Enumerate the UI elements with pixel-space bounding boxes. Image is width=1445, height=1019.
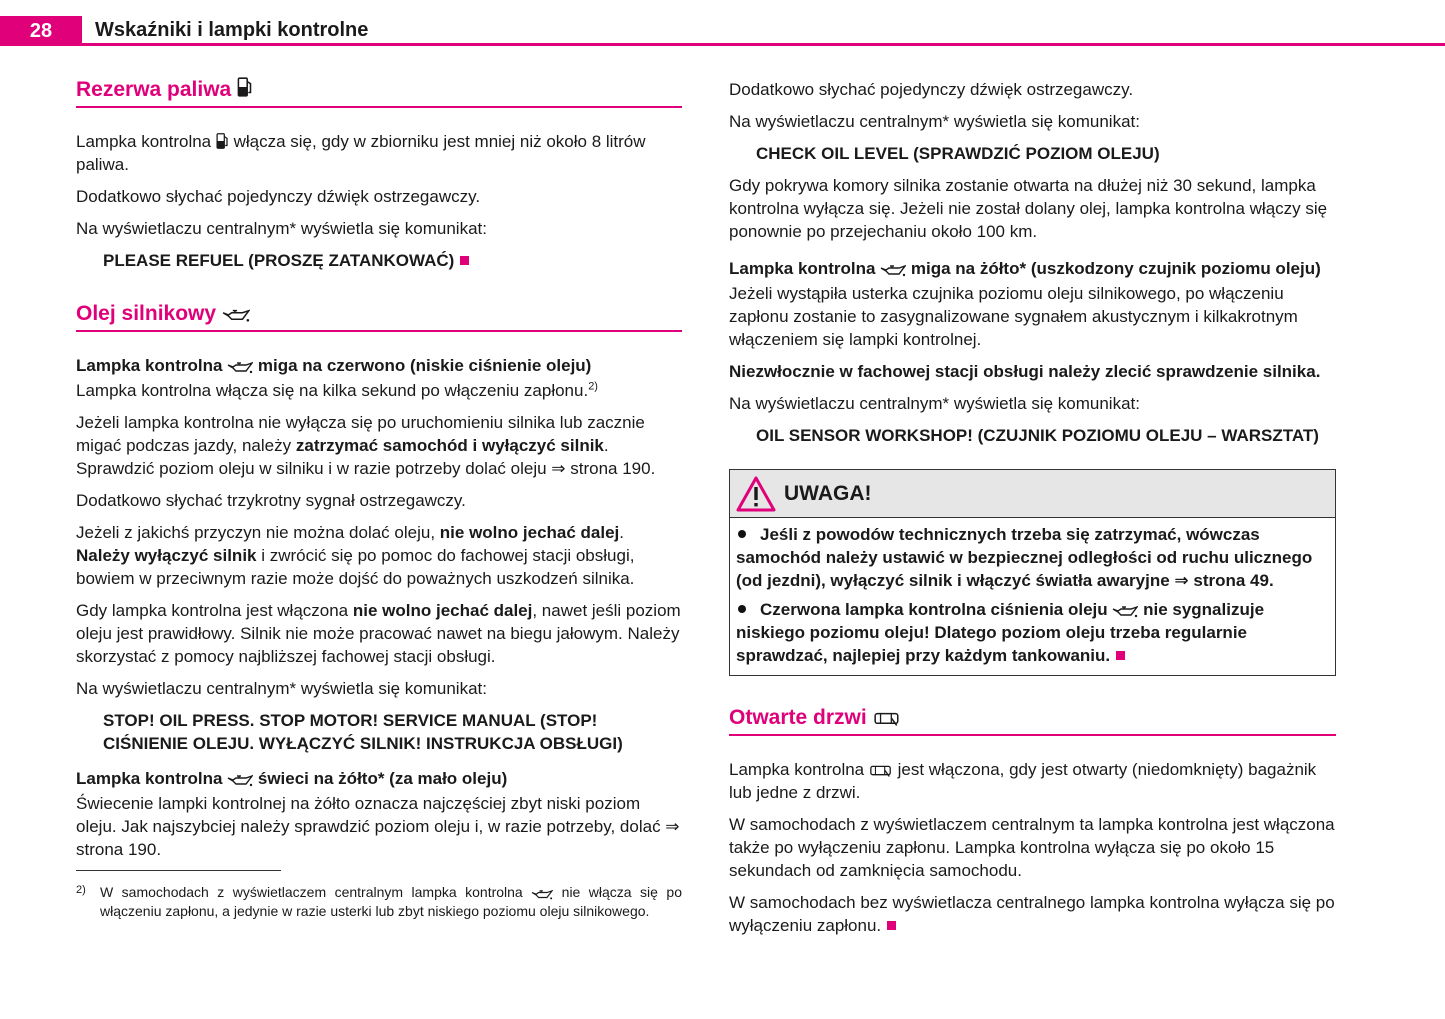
footnote-rule bbox=[76, 870, 281, 871]
subheading: Lampka kontrolna miga na żółto* (uszkodzony czujnik poziomu oleju) bbox=[729, 259, 1321, 278]
doors-paragraph: W samochodach z wyświetlaczem centralnym ta lampka kontrolna jest włączona także po wyłączeniu zapłonu. Lampka kontrolna wyłącza się po około 15 sekundach od zamknięcia samochodu. bbox=[729, 815, 1335, 880]
footnote-mark: 2) bbox=[76, 884, 86, 896]
oil-can-icon bbox=[227, 775, 253, 787]
warning-triangle-icon bbox=[736, 476, 776, 512]
left-column bbox=[76, 76, 682, 921]
oil-paragraph: Dodatkowo słychać trzykrotny sygnał ostrzegawczy. bbox=[76, 491, 466, 510]
fuel-pump-icon bbox=[237, 76, 253, 98]
paragraph: Gdy pokrywa komory silnika zostanie otwarta na dłużej niż 30 sekund, lampka kontrolna wyłącza się. Jeżeli nie został dolany olej, lampka kontrolna włączy się ponownie po przejechaniu około 100 km. bbox=[729, 176, 1328, 241]
page-number: 28 bbox=[0, 16, 82, 46]
fuel-paragraph: Na wyświetlaczu centralnym* wyświetla się komunikat: bbox=[76, 219, 487, 238]
subheading: Lampka kontrolna miga na czerwono (niskie ciśnienie oleju) bbox=[76, 356, 592, 375]
header-rule bbox=[82, 43, 1445, 46]
oil-can-icon bbox=[531, 890, 553, 900]
oil-can-icon bbox=[1112, 606, 1138, 618]
paragraph: Dodatkowo słychać pojedynczy dźwięk ostrzegawczy. bbox=[729, 80, 1134, 99]
section-title-oil: Olej silnikowy bbox=[76, 300, 682, 332]
oil-paragraph: Jeżeli lampka kontrolna nie wyłącza się po uruchomieniu silnika lub zacznie migać podczas jazdy, należy zatrzymać samochód i wyłączyć silnik. Sprawdzić poziom oleju w silniku i w razie potrzeby dolać oleju ⇒ strona 190. bbox=[76, 413, 656, 478]
bullet-icon bbox=[738, 530, 746, 538]
display-message: STOP! OIL PRESS. STOP MOTOR! SERVICE MANUAL (STOP! CIŚNIENIE OLEJU. WYŁĄCZYĆ SILNIK! INSTRUKCJA OBSŁUGI) bbox=[103, 711, 623, 753]
oil-can-icon bbox=[880, 265, 906, 277]
oil-can-icon bbox=[222, 309, 250, 323]
section-title-fuel: Rezerwa paliwa bbox=[76, 76, 682, 108]
fuel-paragraph: Lampka kontrolna włącza się, gdy w zbiorniku jest mniej niż około 8 litrów paliwa. bbox=[76, 132, 646, 174]
end-square-icon bbox=[460, 256, 469, 265]
paragraph: Na wyświetlaczu centralnym* wyświetla się komunikat: bbox=[729, 112, 1140, 131]
display-message: CHECK OIL LEVEL (SPRAWDZIĆ POZIOM OLEJU) bbox=[756, 144, 1160, 163]
footnote: 2) W samochodach z wyświetlaczem centralnym lampka kontrolna nie włącza się po włączeniu zapłonu, a jedynie w razie usterki lub zbyt niskiego poziomu oleju silnikowego. bbox=[76, 884, 682, 919]
oil-paragraph: Świecenie lampki kontrolnej na żółto oznacza najczęściej zbyt niski poziom oleju. Jak najszybciej należy sprawdzić poziom oleju i, w razie potrzeby, dolać ⇒ strona 190. bbox=[76, 794, 680, 859]
footnote-ref[interactable]: 2) bbox=[588, 380, 598, 393]
oil-paragraph: Gdy lampka kontrolna jest włączona nie wolno jechać dalej, nawet jeśli poziom oleju jest prawidłowy. Silnik nie może pracować nawet na biegu jałowym. Należy skorzystać z pomocy najbliższej fachowej stacji obsługi. bbox=[76, 601, 681, 666]
doors-paragraph: W samochodach bez wyświetlacza centralnego lampka kontrolna wyłącza się po wyłączeniu zapłonu. bbox=[729, 893, 1335, 935]
oil-paragraph: Lampka kontrolna włącza się na kilka sekund po włączeniu zapłonu.$^{2)}$ bbox=[76, 380, 598, 400]
warning-box bbox=[729, 469, 1336, 676]
section-title-doors: Otwarte drzwi bbox=[729, 704, 1336, 736]
paragraph: Jeżeli wystąpiła usterka czujnika poziomu oleju silnikowego, po włączeniu zapłonu zostanie to zasygnalizowane sygnałem akustycznym i kilkakrotnym włączeniem się lampki kontrolnej. bbox=[729, 284, 1298, 349]
warning-title: UWAGA! bbox=[784, 482, 872, 505]
page-header-title: Wskaźniki i lampki kontrolne bbox=[95, 19, 369, 41]
oil-paragraph: Jeżeli z jakichś przyczyn nie można dolać oleju, nie wolno jechać dalej. Należy wyłączyć silnik i zwrócić się po pomoc do fachowej stacji obsługi, bowiem w przeciwnym razie może dojść do poważnych uszkodzeń silnika. bbox=[76, 523, 635, 588]
subheading: Lampka kontrolna świeci na żółto* (za mało oleju) bbox=[76, 769, 508, 788]
display-message: OIL SENSOR WORKSHOP! (CZUJNIK POZIOMU OLEJU – WARSZTAT) bbox=[756, 426, 1319, 445]
door-open-icon bbox=[873, 711, 901, 727]
end-square-icon bbox=[887, 921, 896, 930]
warning-item: Czerwona lampka kontrolna ciśnienia oleju nie sygnalizuje niskiego poziomu oleju! Dlatego poziom oleju trzeba regularnie sprawdzać, najlepiej przy każdym tankowaniu. bbox=[736, 600, 1265, 665]
warning-header bbox=[730, 470, 1335, 518]
warning-item: Jeśli z powodów technicznych trzeba się zatrzymać, wówczas samochód należy ustawić w bezpiecznej odległości od ruchu ulicznego (od jezdni), wyłączyć silnik i włączyć światła awaryjne ⇒ strona 49. bbox=[736, 525, 1313, 590]
end-square-icon bbox=[1116, 651, 1125, 660]
right-column bbox=[729, 78, 1336, 946]
door-open-icon bbox=[869, 764, 893, 778]
oil-paragraph: Na wyświetlaczu centralnym* wyświetla się komunikat: bbox=[76, 679, 487, 698]
doors-paragraph: Lampka kontrolna jest włączona, gdy jest otwarty (niedomknięty) bagażnik lub jedne z drzwi. bbox=[729, 760, 1317, 802]
paragraph: Niezwłocznie w fachowej stacji obsługi należy zlecić sprawdzenie silnika. bbox=[729, 362, 1321, 381]
warning-body bbox=[730, 518, 1335, 675]
paragraph: Na wyświetlaczu centralnym* wyświetla się komunikat: bbox=[729, 394, 1140, 413]
oil-can-icon bbox=[227, 362, 253, 374]
display-message: PLEASE REFUEL (PROSZĘ ZATANKOWAĆ) bbox=[76, 249, 682, 272]
bullet-icon bbox=[738, 605, 746, 613]
fuel-pump-icon bbox=[216, 132, 229, 150]
fuel-paragraph: Dodatkowo słychać pojedynczy dźwięk ostrzegawczy. bbox=[76, 187, 481, 206]
